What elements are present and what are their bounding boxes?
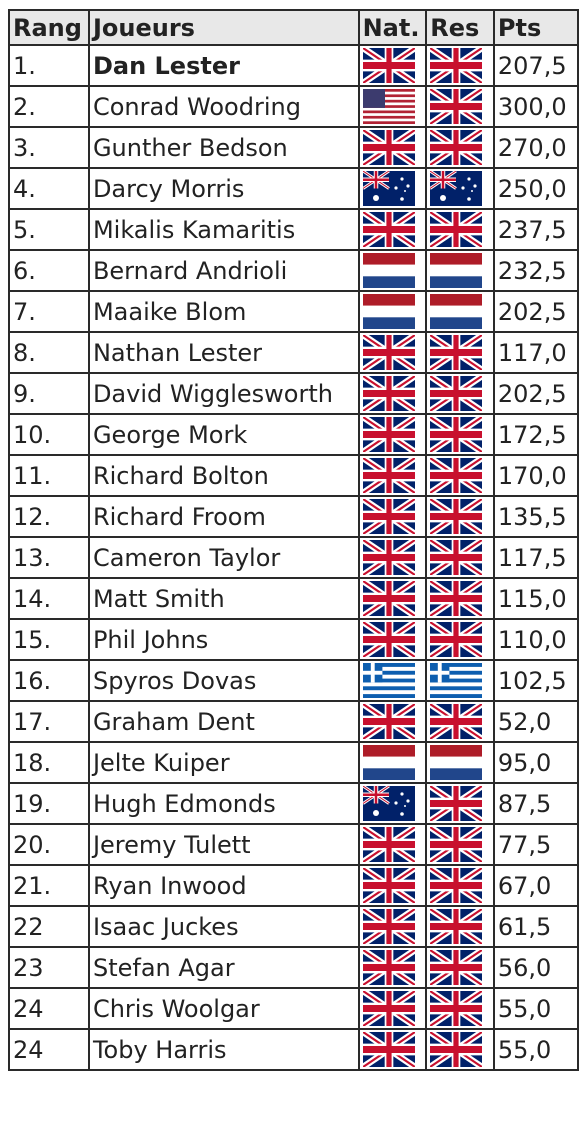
residence-cell (426, 660, 494, 701)
uk-flag-icon (363, 950, 415, 985)
table-row (9, 660, 578, 701)
uk-flag-icon (430, 991, 482, 1026)
uk-flag-icon (430, 417, 482, 452)
nationality-cell (359, 455, 427, 496)
nationality-cell (359, 988, 427, 1029)
points-cell: 56,0 (494, 947, 578, 988)
rank-cell: 21. (9, 865, 89, 906)
uk-flag-icon (363, 540, 415, 575)
uk-flag-icon (363, 48, 415, 83)
uk-flag-icon (363, 499, 415, 534)
nationality-cell (359, 86, 427, 127)
uk-flag-icon (363, 376, 415, 411)
header-player: Joueurs (89, 10, 359, 45)
rank-cell: 10. (9, 414, 89, 455)
table-row (9, 947, 578, 988)
uk-flag-icon (363, 991, 415, 1026)
table-row (9, 45, 578, 86)
table-row (9, 537, 578, 578)
player-name: George Mork (89, 414, 359, 455)
points-cell: 250,0 (494, 168, 578, 209)
points-cell: 77,5 (494, 824, 578, 865)
player-name: Gunther Bedson (89, 127, 359, 168)
nationality-cell (359, 701, 427, 742)
uk-flag-icon (430, 89, 482, 124)
rank-cell: 3. (9, 127, 89, 168)
uk-flag-icon (363, 909, 415, 944)
player-name: Jeremy Tulett (89, 824, 359, 865)
points-cell: 110,0 (494, 619, 578, 660)
points-cell: 117,0 (494, 332, 578, 373)
rank-cell: 24 (9, 1029, 89, 1070)
ranking-table-body (9, 45, 578, 1070)
nationality-cell (359, 660, 427, 701)
points-cell: 67,0 (494, 865, 578, 906)
nationality-cell (359, 578, 427, 619)
us-flag-icon (363, 89, 415, 124)
table-row (9, 250, 578, 291)
rank-cell: 20. (9, 824, 89, 865)
points-cell: 172,5 (494, 414, 578, 455)
table-row (9, 578, 578, 619)
uk-flag-icon (430, 335, 482, 370)
australia-flag-icon (430, 171, 482, 206)
player-name: Chris Woolgar (89, 988, 359, 1029)
table-row (9, 455, 578, 496)
header-residence: Res (426, 10, 494, 45)
table-row (9, 414, 578, 455)
nationality-cell (359, 742, 427, 783)
rank-cell: 4. (9, 168, 89, 209)
player-name: Dan Lester (89, 45, 359, 86)
residence-cell (426, 291, 494, 332)
uk-flag-icon (430, 212, 482, 247)
greece-flag-icon (430, 663, 482, 698)
uk-flag-icon (363, 1032, 415, 1067)
residence-cell (426, 742, 494, 783)
rank-cell: 17. (9, 701, 89, 742)
netherlands-flag-icon (430, 745, 482, 780)
australia-flag-icon (363, 171, 415, 206)
uk-flag-icon (430, 786, 482, 821)
residence-cell (426, 414, 494, 455)
rank-cell: 12. (9, 496, 89, 537)
player-name: Matt Smith (89, 578, 359, 619)
header-rank: Rang (9, 10, 89, 45)
table-row (9, 86, 578, 127)
points-cell: 102,5 (494, 660, 578, 701)
uk-flag-icon (430, 581, 482, 616)
uk-flag-icon (363, 417, 415, 452)
nationality-cell (359, 947, 427, 988)
rank-cell: 22 (9, 906, 89, 947)
uk-flag-icon (430, 704, 482, 739)
table-row (9, 332, 578, 373)
greece-flag-icon (363, 663, 415, 698)
nationality-cell (359, 168, 427, 209)
netherlands-flag-icon (430, 253, 482, 288)
table-row (9, 373, 578, 414)
points-cell: 52,0 (494, 701, 578, 742)
uk-flag-icon (363, 827, 415, 862)
uk-flag-icon (430, 130, 482, 165)
table-row (9, 865, 578, 906)
residence-cell (426, 906, 494, 947)
uk-flag-icon (430, 827, 482, 862)
player-name: Graham Dent (89, 701, 359, 742)
uk-flag-icon (430, 868, 482, 903)
uk-flag-icon (430, 1032, 482, 1067)
points-cell: 270,0 (494, 127, 578, 168)
residence-cell (426, 988, 494, 1029)
uk-flag-icon (363, 868, 415, 903)
nationality-cell (359, 373, 427, 414)
nationality-cell (359, 45, 427, 86)
rank-cell: 7. (9, 291, 89, 332)
points-cell: 170,0 (494, 455, 578, 496)
uk-flag-icon (363, 458, 415, 493)
player-name: Maaike Blom (89, 291, 359, 332)
rank-cell: 5. (9, 209, 89, 250)
residence-cell (426, 168, 494, 209)
uk-flag-icon (430, 909, 482, 944)
australia-flag-icon (363, 786, 415, 821)
nationality-cell (359, 414, 427, 455)
rank-cell: 16. (9, 660, 89, 701)
rank-cell: 18. (9, 742, 89, 783)
residence-cell (426, 373, 494, 414)
table-row (9, 168, 578, 209)
player-name: David Wigglesworth (89, 373, 359, 414)
player-name: Ryan Inwood (89, 865, 359, 906)
netherlands-flag-icon (430, 294, 482, 329)
residence-cell (426, 250, 494, 291)
rank-cell: 11. (9, 455, 89, 496)
rank-cell: 24 (9, 988, 89, 1029)
points-cell: 115,0 (494, 578, 578, 619)
netherlands-flag-icon (363, 253, 415, 288)
player-name: Jelte Kuiper (89, 742, 359, 783)
nationality-cell (359, 291, 427, 332)
points-cell: 207,5 (494, 45, 578, 86)
points-cell: 95,0 (494, 742, 578, 783)
table-row (9, 209, 578, 250)
player-name: Phil Johns (89, 619, 359, 660)
residence-cell (426, 496, 494, 537)
uk-flag-icon (430, 540, 482, 575)
player-name: Mikalis Kamaritis (89, 209, 359, 250)
rank-cell: 1. (9, 45, 89, 86)
residence-cell (426, 127, 494, 168)
table-row (9, 742, 578, 783)
rank-cell: 15. (9, 619, 89, 660)
table-row (9, 1029, 578, 1070)
table-row (9, 824, 578, 865)
uk-flag-icon (430, 48, 482, 83)
table-row (9, 988, 578, 1029)
nationality-cell (359, 537, 427, 578)
netherlands-flag-icon (363, 745, 415, 780)
residence-cell (426, 701, 494, 742)
player-name: Isaac Juckes (89, 906, 359, 947)
nationality-cell (359, 783, 427, 824)
points-cell: 237,5 (494, 209, 578, 250)
uk-flag-icon (363, 704, 415, 739)
player-name: Nathan Lester (89, 332, 359, 373)
points-cell: 202,5 (494, 373, 578, 414)
table-row (9, 906, 578, 947)
uk-flag-icon (430, 499, 482, 534)
nationality-cell (359, 496, 427, 537)
residence-cell (426, 1029, 494, 1070)
player-name: Stefan Agar (89, 947, 359, 988)
residence-cell (426, 824, 494, 865)
points-cell: 61,5 (494, 906, 578, 947)
ranking-table-header (9, 10, 578, 45)
header-row (9, 10, 578, 45)
header-points: Pts (494, 10, 578, 45)
rank-cell: 19. (9, 783, 89, 824)
points-cell: 55,0 (494, 988, 578, 1029)
nationality-cell (359, 209, 427, 250)
residence-cell (426, 865, 494, 906)
points-cell: 135,5 (494, 496, 578, 537)
player-name: Bernard Andrioli (89, 250, 359, 291)
nationality-cell (359, 865, 427, 906)
player-name: Hugh Edmonds (89, 783, 359, 824)
uk-flag-icon (363, 130, 415, 165)
nationality-cell (359, 250, 427, 291)
rank-cell: 6. (9, 250, 89, 291)
nationality-cell (359, 1029, 427, 1070)
rank-cell: 2. (9, 86, 89, 127)
nationality-cell (359, 619, 427, 660)
residence-cell (426, 578, 494, 619)
points-cell: 232,5 (494, 250, 578, 291)
points-cell: 55,0 (494, 1029, 578, 1070)
uk-flag-icon (363, 212, 415, 247)
residence-cell (426, 455, 494, 496)
table-row (9, 496, 578, 537)
uk-flag-icon (363, 581, 415, 616)
player-name: Darcy Morris (89, 168, 359, 209)
points-cell: 300,0 (494, 86, 578, 127)
rank-cell: 23 (9, 947, 89, 988)
table-row (9, 291, 578, 332)
uk-flag-icon (430, 622, 482, 657)
residence-cell (426, 209, 494, 250)
table-row (9, 619, 578, 660)
residence-cell (426, 332, 494, 373)
uk-flag-icon (430, 458, 482, 493)
uk-flag-icon (363, 335, 415, 370)
uk-flag-icon (363, 622, 415, 657)
table-row (9, 127, 578, 168)
netherlands-flag-icon (363, 294, 415, 329)
uk-flag-icon (430, 376, 482, 411)
points-cell: 87,5 (494, 783, 578, 824)
header-nationality: Nat. (359, 10, 427, 45)
points-cell: 202,5 (494, 291, 578, 332)
rank-cell: 14. (9, 578, 89, 619)
rank-cell: 9. (9, 373, 89, 414)
table-row (9, 701, 578, 742)
player-name: Toby Harris (89, 1029, 359, 1070)
rank-cell: 13. (9, 537, 89, 578)
nationality-cell (359, 906, 427, 947)
rank-cell: 8. (9, 332, 89, 373)
player-name: Conrad Woodring (89, 86, 359, 127)
ranking-table (8, 9, 579, 1071)
nationality-cell (359, 824, 427, 865)
player-name: Spyros Dovas (89, 660, 359, 701)
player-name: Richard Froom (89, 496, 359, 537)
uk-flag-icon (430, 950, 482, 985)
player-name: Cameron Taylor (89, 537, 359, 578)
residence-cell (426, 537, 494, 578)
nationality-cell (359, 127, 427, 168)
residence-cell (426, 45, 494, 86)
player-name: Richard Bolton (89, 455, 359, 496)
points-cell: 117,5 (494, 537, 578, 578)
residence-cell (426, 619, 494, 660)
residence-cell (426, 86, 494, 127)
table-row (9, 783, 578, 824)
residence-cell (426, 947, 494, 988)
residence-cell (426, 783, 494, 824)
nationality-cell (359, 332, 427, 373)
